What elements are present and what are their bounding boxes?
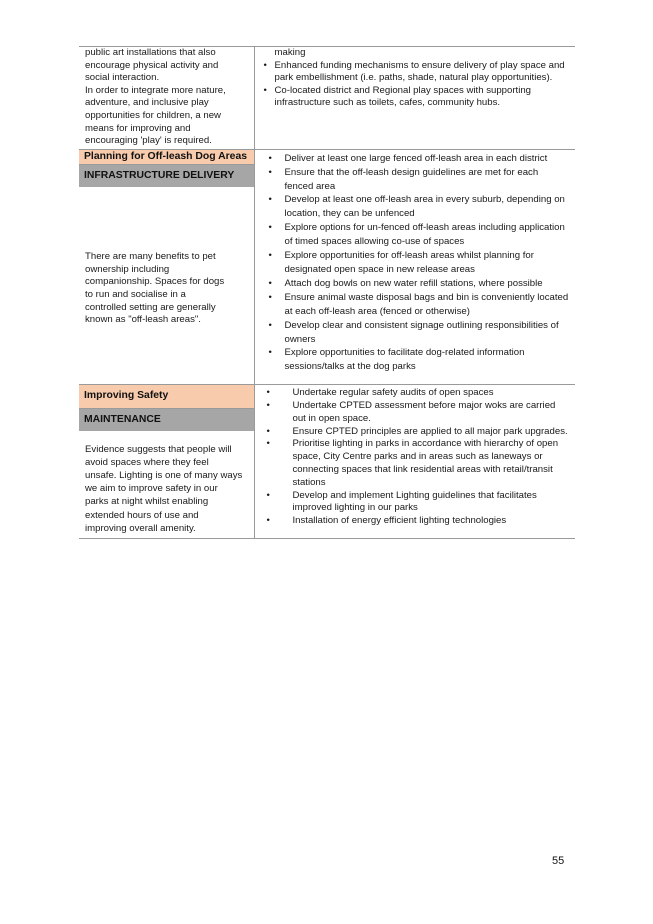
list-item: • Explore opportunities to facilitate dog-related information sessions/talks at the dog parks	[261, 346, 570, 374]
row1-line-6: opportunities for children, a new	[85, 109, 221, 121]
row2-left	[79, 149, 254, 385]
list-item: • Enhanced funding mechanisms to ensure delivery of play space and park embellishment (i.e. paths, shade, natural play opportunities).	[261, 60, 568, 85]
row1-line-5: adventure, and inclusive play	[85, 97, 209, 109]
row2-description	[79, 187, 254, 327]
row3-bullet-list	[261, 387, 570, 528]
list-item: • Explore options for un-fenced off-leash areas including application of timed spaces allowing co-use of spaces	[261, 221, 570, 249]
row1-line-1: public art installations that also	[85, 47, 216, 58]
table-row	[79, 149, 575, 385]
row2-category-badge: INFRASTRUCTURE DELIVERY	[79, 165, 254, 187]
row2-line-1: There are many benefits to pet	[85, 251, 216, 263]
list-item: • Undertake regular safety audits of open spaces	[261, 387, 570, 400]
list-item: • Deliver at least one large fenced off-leash area in each district	[261, 152, 570, 166]
row1-line-2: encourage physical activity and	[85, 59, 219, 71]
list-item: • Develop at least one off-leash area in every suburb, depending on location, they can be unfenced	[261, 193, 570, 221]
list-item: • Undertake CPTED assessment before major woks are carried out in open space.	[261, 400, 570, 426]
page-number: 55	[552, 855, 565, 867]
list-item: • Attach dog bowls on new water refill stations, where possible	[261, 277, 570, 291]
row1-line-4: In order to integrate more nature,	[85, 84, 226, 96]
row3-line-5: parks at night whilst enabling	[85, 496, 209, 508]
row1-line-7: means for improving and	[85, 122, 191, 134]
row1-line-3: social interaction.	[85, 72, 160, 84]
list-item: • Ensure animal waste disposal bags and bin is conveniently located at each off-leash area (fenced or otherwise)	[261, 291, 570, 319]
row1-continuation: making	[274, 47, 306, 58]
list-item: • Ensure that the off-leash design guidelines are met for each fenced area	[261, 166, 570, 194]
row3-line-6: extended hours of use and	[85, 509, 199, 521]
row3-line-1: Evidence suggests that people will	[85, 443, 232, 455]
row3-line-7: improving overall amenity.	[85, 522, 196, 534]
row3-left	[79, 385, 254, 539]
row1-actions	[254, 47, 575, 150]
table-row	[79, 385, 575, 539]
list-item: • Develop clear and consistent signage outlining responsibilities of owners	[261, 319, 570, 347]
row1-line-8: encouraging 'play' is required.	[85, 135, 212, 147]
strategy-table	[79, 46, 575, 539]
row3-category-badge: MAINTENANCE	[79, 409, 254, 431]
row2-heading: Planning for Off-leash Dog Areas	[79, 150, 254, 165]
list-item: • Explore opportunities for off-leash areas whilst planning for designated open space in new release areas	[261, 249, 570, 277]
row3-line-4: we aim to improve safety in our	[85, 483, 218, 495]
table-row	[79, 47, 575, 150]
list-item: • Ensure CPTED principles are applied to all major park upgrades.	[261, 426, 570, 439]
row1-bullet-list	[261, 60, 568, 110]
row3-heading: Improving Safety	[79, 385, 254, 408]
list-item: • Develop and implement Lighting guidelines that facilitates improved lighting in our parks	[261, 490, 570, 516]
row1-description	[79, 47, 254, 150]
row2-bullet-list	[261, 152, 570, 375]
row3-description	[79, 431, 254, 538]
list-item: • Installation of energy efficient lighting technologies	[261, 515, 570, 528]
row3-line-2: avoid spaces where they feel	[85, 456, 209, 468]
row2-line-5: controlled setting are generally	[85, 301, 216, 313]
row3-actions	[254, 385, 575, 539]
list-item: • Co-located district and Regional play spaces with supporting infrastructure such as toilets, cafes, community hubs.	[261, 85, 568, 110]
row2-line-6: known as "off-leash areas".	[85, 314, 201, 326]
list-item: • Prioritise lighting in parks in accordance with hierarchy of open space, City Centre parks and in areas such as laneways or connecting spaces that link residential areas with retail/transit stations	[261, 438, 570, 489]
row2-actions	[254, 149, 575, 385]
row2-line-2: ownership including	[85, 263, 170, 275]
row2-line-3: companionship. Spaces for dogs	[85, 276, 225, 288]
row3-line-3: unsafe. Lighting is one of many ways	[85, 470, 243, 482]
row2-line-4: to run and socialise in a	[85, 288, 186, 300]
